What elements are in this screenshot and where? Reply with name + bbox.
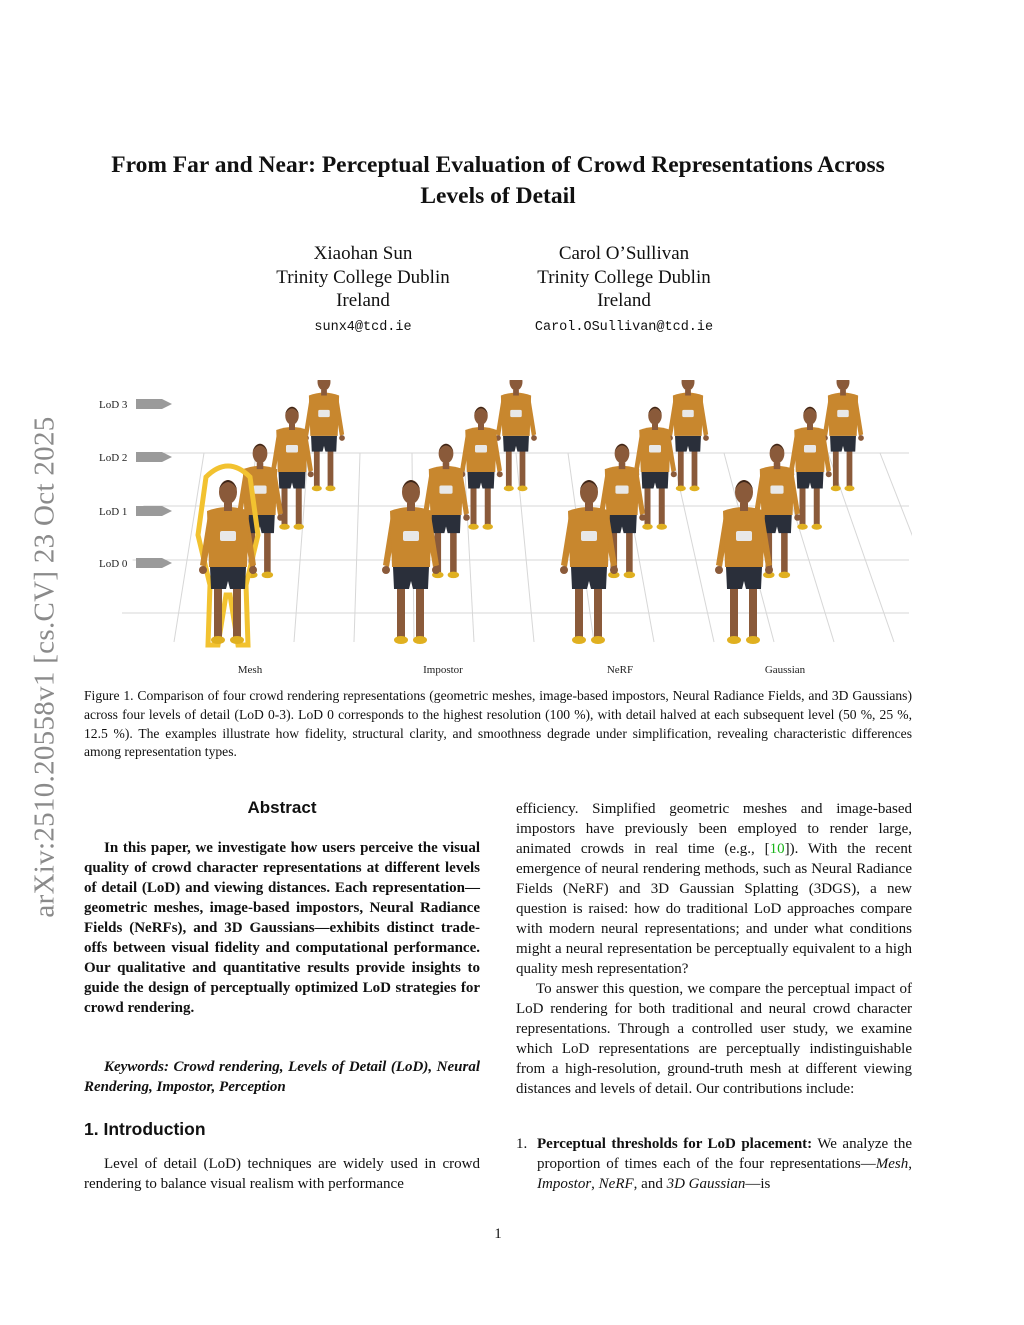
column-label: Mesh	[237, 664, 263, 676]
shoe	[294, 524, 305, 530]
leg	[485, 486, 491, 525]
shorts	[571, 567, 607, 589]
grid-line	[880, 453, 912, 642]
shorts	[468, 472, 495, 489]
head	[735, 480, 753, 504]
grid-line	[354, 453, 360, 642]
shoe	[468, 524, 479, 530]
shorts	[431, 515, 461, 533]
hand	[249, 566, 257, 574]
hand	[610, 566, 618, 574]
head	[580, 480, 598, 504]
neck	[478, 424, 484, 430]
shoe	[779, 572, 790, 579]
head	[837, 380, 850, 390]
term-gaussian: 3D Gaussian	[666, 1176, 746, 1192]
shorts	[503, 436, 529, 452]
shoe	[657, 524, 668, 530]
author-affiliation: Trinity College Dublin	[276, 266, 450, 288]
head	[219, 480, 237, 504]
lod-label: LoD 3	[99, 399, 128, 411]
intro-paragraph-3: To answer this question, we compare the perceptual impact of LoD rendering for both traditional and neural crowd character representations. Through a controlled user study, we examine which LoD representations are perceptually indistinguishable from a high-resolution, ground-truth mesh at different viewing distances and levels of detail. Our contributions include:	[516, 981, 912, 1097]
text-span: efficiency. Simplified geometric meshes and image-based impostors have previously been employed to render large, animated crowds in real time (e.g., [	[516, 801, 912, 857]
leg	[814, 486, 820, 525]
leg	[397, 585, 405, 637]
shirt-print	[318, 410, 330, 417]
head	[402, 480, 420, 504]
shorts	[393, 567, 429, 589]
shirt-print	[682, 410, 694, 417]
hand	[715, 566, 723, 574]
arxiv-stamp-text: arXiv:2510.20558v1 [cs.CV] 23 Oct 2025	[28, 416, 61, 918]
hand	[560, 566, 568, 574]
author-block-2	[494, 242, 754, 339]
shorts	[311, 436, 337, 452]
shorts	[726, 567, 762, 589]
abstract-heading: Abstract	[247, 798, 317, 817]
author-email[interactable]: sunx4@tcd.ie	[314, 319, 412, 335]
text-span: ,	[591, 1176, 599, 1192]
shoe	[746, 636, 760, 644]
shoe	[676, 486, 686, 492]
leg	[506, 449, 512, 486]
neck	[807, 424, 813, 430]
leg	[749, 585, 757, 637]
hand	[765, 566, 773, 574]
neck	[619, 463, 626, 470]
title-line-1: From Far and Near: Perceptual Evaluation of Crowd Representations Across	[111, 152, 885, 178]
head	[615, 444, 630, 464]
author-country: Ireland	[336, 290, 390, 311]
right-column-text	[516, 799, 912, 1099]
shoe	[279, 524, 290, 530]
shoe	[844, 486, 854, 492]
intro-paragraph-1: Level of detail (LoD) techniques are widely used in crowd rendering to balance visual realism with performance	[84, 1156, 480, 1192]
shorts	[210, 567, 246, 589]
figure-caption: Figure 1. Comparison of four crowd rendering representations (geometric meshes, image-based impostors, Neural Radiance Fields, and 3D Gaussians) across four levels of detail (LoD 0-3). LoD 0 corresponds to the highest resolution (100 %), with detail halved at each subsequent level (50 %, 25 %, 12.5 %). The examples illustrate how fidelity, structural clarity, and smoothness degrade under simplification, revealing characteristic differences among representation types.	[84, 688, 912, 760]
shoe	[504, 486, 514, 492]
hand	[531, 435, 537, 441]
shirt-print	[403, 531, 419, 541]
shirt-print	[220, 531, 236, 541]
leg	[781, 530, 788, 573]
hand	[382, 566, 390, 574]
section-heading-introduction: 1. Introduction	[84, 1119, 206, 1139]
text-span: ]). With the recent emergence of neural rendering methods, such as Neural Radiance Fields (NeRF) and 3D Gaussian Splatting (3DGS), a new question is raised: how do traditional LoD approaches compare with modern neural representations; and under what conditions might a neural representation be perceptually equivalent to a high quality mesh representation?	[516, 841, 912, 977]
shoe	[642, 524, 653, 530]
leg	[296, 486, 302, 525]
shirt-print	[837, 410, 849, 417]
leg	[678, 449, 684, 486]
shorts	[830, 436, 856, 452]
hand	[463, 514, 470, 521]
shoe	[517, 486, 527, 492]
head	[682, 380, 695, 390]
leg	[314, 449, 320, 486]
shoe	[797, 524, 808, 530]
lod-label: LoD 2	[99, 452, 128, 464]
author-name: Xiaohan Sun	[313, 243, 413, 264]
leg	[847, 449, 853, 486]
leg	[450, 530, 457, 573]
hand	[308, 471, 314, 477]
shoe	[689, 486, 699, 492]
neck	[585, 503, 593, 511]
figure-lod-comparison	[84, 380, 912, 680]
leg	[659, 486, 665, 525]
hand	[826, 471, 832, 477]
term-impostor: Impostor	[537, 1176, 592, 1192]
shoe	[413, 636, 427, 644]
leg	[626, 530, 633, 573]
shoe	[448, 572, 459, 579]
neck	[513, 390, 519, 396]
shoe	[812, 524, 823, 530]
shorts	[675, 436, 701, 452]
author-email[interactable]: Carol.OSullivan@tcd.ie	[534, 319, 714, 335]
neck	[407, 503, 415, 511]
shirt-print	[510, 410, 522, 417]
leg	[328, 449, 334, 486]
shorts	[762, 515, 792, 533]
abstract-text: In this paper, we investigate how users perceive the visual quality of crowd character representations at different levels of detail (LoD) and viewing distances. Each representation—geometric meshes, image-based impostors, Neural Radiance Fields (NeRFs), and 3D Gaussians—exhibits distinct trade-offs between visual fidelity and computational performance. Our qualitative and quantitative results provide insights to guide the design of perceptually optimized LoD strategies for crowd rendering.	[84, 840, 480, 1016]
lod-arrow-marker	[136, 506, 172, 516]
shirt-print	[649, 445, 661, 453]
shorts	[642, 472, 669, 489]
neck	[740, 503, 748, 511]
shoe	[211, 636, 225, 644]
shoe	[591, 636, 605, 644]
shorts	[279, 472, 306, 489]
leg	[416, 585, 424, 637]
neck	[685, 390, 691, 396]
paper-title	[60, 150, 936, 212]
text-span: ,	[908, 1156, 912, 1172]
page-number: 1	[494, 1226, 502, 1242]
hand	[199, 566, 207, 574]
author-affiliation: Trinity College Dublin	[537, 266, 711, 288]
head	[318, 380, 331, 390]
intro-paragraph-2	[516, 799, 912, 979]
citation-link[interactable]: 10	[769, 841, 785, 857]
shoe	[483, 524, 494, 530]
leg	[575, 585, 583, 637]
lod-label: LoD 0	[99, 558, 128, 570]
head	[439, 444, 454, 464]
neck	[652, 424, 658, 430]
hand	[277, 514, 284, 521]
leg	[730, 585, 738, 637]
lod-arrow-marker	[136, 399, 172, 409]
term-nerf: NeRF	[598, 1176, 634, 1192]
hand	[703, 435, 709, 441]
shirt-print	[581, 531, 597, 541]
hand	[497, 471, 503, 477]
neck	[443, 463, 450, 470]
leg	[520, 449, 526, 486]
shoe	[262, 572, 273, 579]
shirt-print	[475, 445, 487, 453]
leg	[214, 585, 222, 637]
hand	[794, 514, 801, 521]
column-label: Gaussian	[764, 664, 806, 676]
hand	[432, 566, 440, 574]
head	[803, 407, 817, 425]
shorts	[607, 515, 637, 533]
list-item-title: Perceptual thresholds for LoD placement:	[537, 1136, 813, 1152]
leg	[833, 449, 839, 486]
neck	[321, 390, 327, 396]
shirt-print	[439, 486, 452, 494]
author-country: Ireland	[597, 290, 651, 311]
text-span: We analyze the proportion of times each of the four representations—	[537, 1136, 913, 1172]
leg	[233, 585, 241, 637]
title-line-2: Levels of Detail	[420, 183, 576, 209]
head	[474, 407, 488, 425]
list-number: 1.	[516, 1136, 528, 1152]
leg	[264, 530, 271, 573]
leg	[594, 585, 602, 637]
shoe	[727, 636, 741, 644]
hand	[858, 435, 864, 441]
hand	[339, 435, 345, 441]
shoe	[312, 486, 322, 492]
shirt-print	[615, 486, 628, 494]
shorts	[797, 472, 824, 489]
shoe	[394, 636, 408, 644]
shoe	[230, 636, 244, 644]
neck	[224, 503, 232, 511]
hand	[671, 471, 677, 477]
arxiv-stamp	[28, 372, 62, 962]
text-span: —is	[745, 1176, 771, 1192]
head	[770, 444, 785, 464]
head	[285, 407, 299, 425]
shirt-print	[736, 531, 752, 541]
lod-label: LoD 1	[99, 506, 128, 518]
author-block-1	[233, 242, 493, 339]
head	[648, 407, 662, 425]
shoe	[624, 572, 635, 579]
author-name: Carol O’Sullivan	[558, 243, 690, 264]
term-mesh: Mesh	[875, 1156, 909, 1172]
shirt-print	[286, 445, 298, 453]
keywords: Keywords: Crowd rendering, Levels of Detail (LoD), Neural Rendering, Impostor, Perception	[84, 1059, 480, 1095]
neck	[257, 463, 264, 470]
neck	[840, 390, 846, 396]
neck	[289, 424, 295, 430]
text-span: , and	[633, 1176, 667, 1192]
head	[253, 444, 268, 464]
leg	[471, 486, 477, 525]
shoe	[572, 636, 586, 644]
contribution-list-item	[516, 1134, 912, 1194]
column-label: Impostor	[423, 664, 463, 676]
shirt-print	[770, 486, 783, 494]
list-body	[537, 1134, 912, 1194]
head	[510, 380, 523, 390]
hand	[639, 514, 646, 521]
column-label: NeRF	[606, 664, 634, 676]
shirt-print	[804, 445, 816, 453]
leg	[692, 449, 698, 486]
neck	[774, 463, 781, 470]
shoe	[325, 486, 335, 492]
shoe	[831, 486, 841, 492]
shirt-print	[253, 486, 266, 494]
